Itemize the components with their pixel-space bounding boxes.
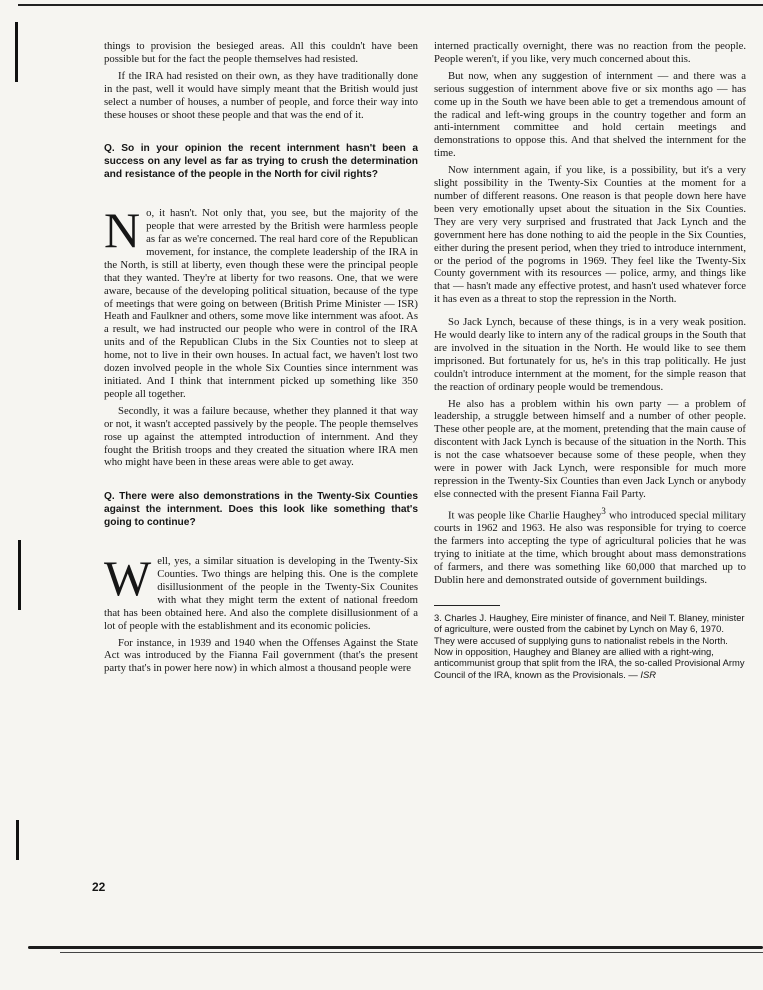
drop-cap: N xyxy=(104,202,141,259)
paragraph: Now internment again, if you like, is a possibility, but it's a very slight possibility in the Twenty-Six Counties at the moment for a number of different reasons. One reason is that people down here have been very emotionally upset about the situation in the Six Counties. They are very very surprised and frustrated that Jack Lynch and the government here has done nothing to aid the people in the Six Counties, either during the present period, when they tried to introduce internment, or the period of the pogroms in 1969. They feel like the Twenty-Six County government with its resources — police, army, and things like that — hasn't made any effective protest, and hasn't used whatever force it has even as a threat to stop the repression in the North. xyxy=(434,164,746,306)
drop-cap: W xyxy=(104,550,152,607)
answer-paragraph xyxy=(104,550,418,632)
paragraph: If the IRA had resisted on their own, as they have traditionally done in the past, well it would have simply meant that the British would just select a number of houses, a number of people, and force their way into these houses or shoot these people and that was the end of it. xyxy=(104,69,418,121)
bottom-rule xyxy=(28,946,763,949)
binding-mark xyxy=(16,820,19,860)
footnote-text: 3. Charles J. Haughey, Eire minister of finance, and Neil T. Blaney, minister of agriculture, were ousted from the cabinet by Lynch on May 6, 1970. They were accused of supplying guns to nationalist rebels in the North. Now in opposition, Haughey and Blaney are allied with a right-wing, anticommunist group that split from the IRA, the so-called Provisional Army Council of the IRA, known as the Provisionals. — xyxy=(434,611,745,680)
paragraph: For instance, in 1939 and 1940 when the Offenses Against the State Act was introduced by the Fianna Fail government (that's the present party that's in power here now) in which almost a thousand people were xyxy=(104,636,418,675)
paragraph: But now, when any suggestion of internment — and there was a serious suggestion of internment above five or six months ago — has come up in the South we have been able to get a tremendous amount of the radical and left-wing groups in the country together and form an anti-internment committee and hold certain meetings and demonstrations to oppose this. And that shelved the internment for the time. xyxy=(434,69,746,160)
binding-mark xyxy=(15,22,18,82)
paragraph xyxy=(434,505,746,587)
footnote xyxy=(434,612,746,680)
right-column xyxy=(434,40,746,684)
answer-paragraph xyxy=(104,202,418,401)
interview-question: Q. There were also demonstrations in the Twenty-Six Counties against the internment. Does this look like something that's going to continue? xyxy=(104,491,418,528)
answer-text: o, it hasn't. Not only that, you see, but the majority of the people that were arrested by the British were harmless people as far as we're concerned. The real hard core of the Republican movement, for instance, the complete leadership of the IRA in the North, is still at liberty, even though these were the principal people that they wanted. They're at liberty for two reasons. One, that we were aware, because of the developing political situation, because of the type of meetings that were going on between (British Prime Minister — ISR) Heath and Faulkner and others, some move like internment was afoot. As a result, we had instructed our people who were in control of the IRA units and of the Republican Clubs in the Six Counties not to sleep at home, not to live in their own houses. In actual fact, we haven't lost two dozen involved people in the whole Six Counties since internment was initiated. And I think that internment picked up something like 350 people all together. xyxy=(104,207,418,400)
bottom-rule xyxy=(60,952,763,953)
paragraph: things to provision the besieged areas. All this couldn't have been possible but for the fact the people themselves had resisted. xyxy=(104,40,418,65)
paragraph: So Jack Lynch, because of these things, is in a very weak position. He would dearly like to intern any of the radical groups in the South that are involved in the situation in the North. He would like to see them imprisoned. But fortunately for us, he's in this trap politically. He just couldn't introduce internment at the moment, for the simple reason that the reaction of ordinary people would be tremendous. xyxy=(434,316,746,393)
answer-text: ell, yes, a similar situation is developing in the Twenty-Six Counties. Two things are helping this. One is the complete disillusionment of the people in the Twenty-Six Counites with what they might term the extent of national freedom that has been obtained here. And also the complete disillusionment of a lot of people with the establishment and its economic policies. xyxy=(104,555,418,632)
footnote-ref: 3 xyxy=(601,505,606,516)
paragraph: Secondly, it was a failure because, whether they planned it that way or not, it wasn't accepted passively by the people. The people themselves rose up against the attempted introduction of internment. And they fought the British troops and they created the situation where IRA men who might have been in these areas were able to get away. xyxy=(104,404,418,469)
paragraph: interned practically overnight, there was no reaction from the people. People weren't, if you like, very much concerned about this. xyxy=(434,40,746,65)
footnote-rule xyxy=(434,605,500,606)
left-column xyxy=(104,40,418,679)
binding-mark xyxy=(18,540,21,610)
paragraph: He also has a problem within his own party — a problem of leadership, a struggle between himself and a number of other people. These other people are, at the moment, pretending that the main cause of discontent with Jack Lynch is because of the situation in the North. This is not the case whatsoever because some of these people, when they were in power with Jack Lynch, were responsible for much more repression in the Twenty-Six Counties than even Jack Lynch or anybody else connected with the present Fianna Fail Party. xyxy=(434,397,746,500)
footnote-source: ISR xyxy=(640,668,656,680)
paragraph-text: It was people like Charlie Haughey xyxy=(448,509,602,522)
page-number: 22 xyxy=(92,880,106,894)
paragraph-text: who introduced special military courts in 1962 and 1963. He also was responsible for trying to coerce the farmers into accepting the type of agricultural policies that he was trying to initiate at the time, which brought about mass demonstrations of farmers, and there was something like 60,000 that marched up to Dublin here and demonstrated outside of government buildings. xyxy=(434,509,747,586)
top-rule xyxy=(18,4,763,6)
interview-question: Q. So in your opinion the recent internment hasn't been a success on any level as far as trying to crush the determination and resistance of the people in the North for civil rights? xyxy=(104,143,418,180)
